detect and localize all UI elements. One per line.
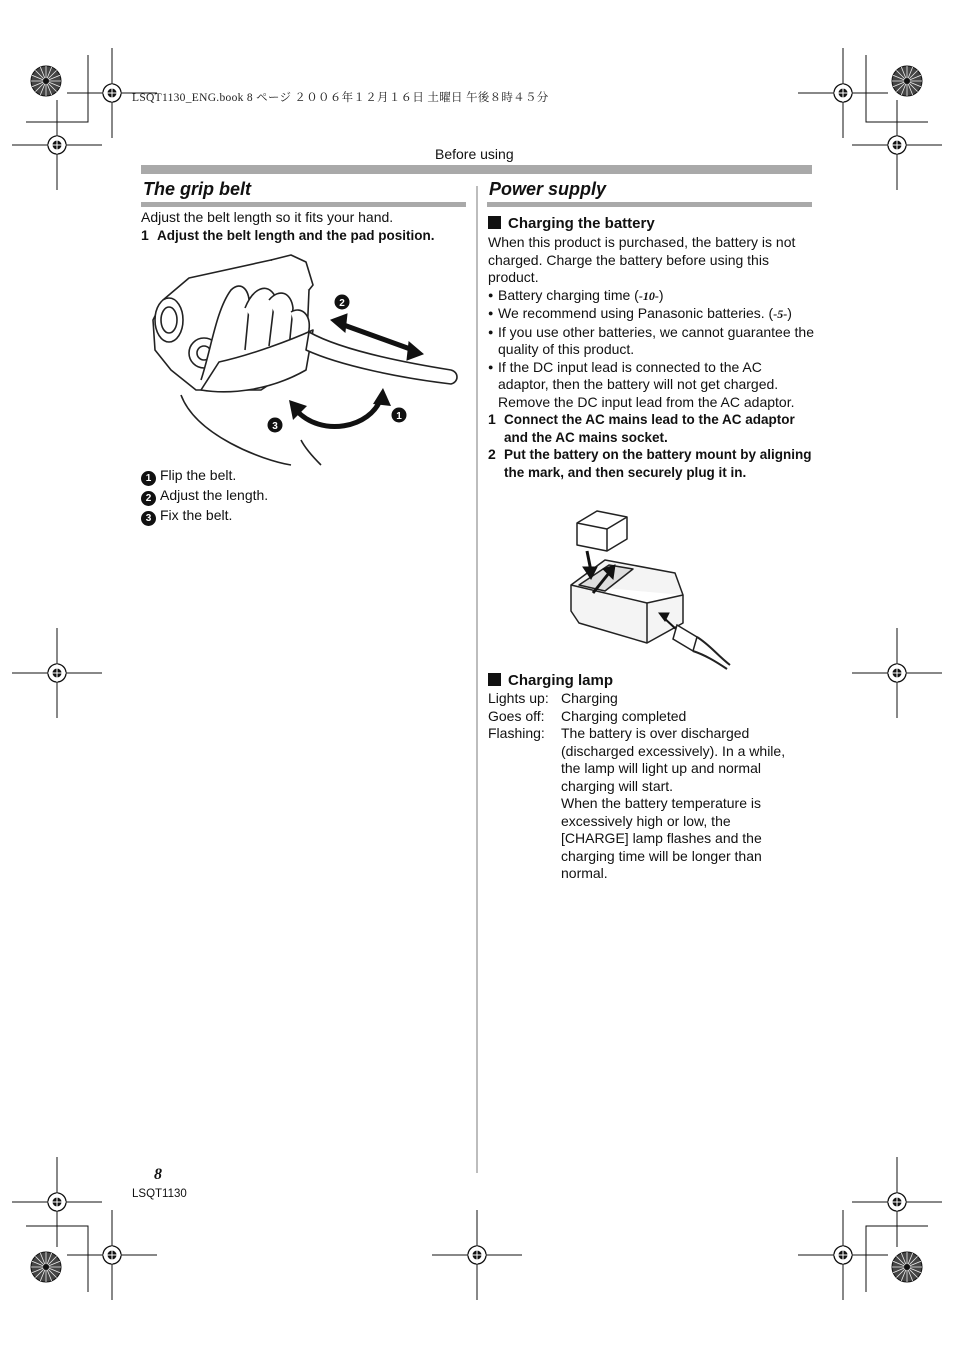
caption-fix: [141, 506, 268, 526]
bullet-tail: ): [787, 305, 792, 321]
charging-battery-intro: When this product is purchased, the battery is not charged. Charge the battery before using this product.: [488, 234, 796, 285]
bullet-tail: ): [658, 286, 664, 303]
figure-label-1: 1: [396, 411, 402, 422]
charging-lamp-table: [488, 690, 814, 883]
crosshair-icon: [12, 628, 102, 718]
flashing-note: When the battery temperature is excessively high or low, the [CHARGE] lamp flashes and the charging time will be longer than normal.: [561, 795, 762, 881]
crosshair-icon: [67, 1210, 157, 1300]
running-head: Before using: [435, 146, 514, 162]
heading-text: Charging the battery: [508, 215, 655, 232]
bullet-panasonic: [488, 305, 814, 324]
star-target-top-left: [31, 66, 61, 96]
caption-text: Fix the belt.: [160, 507, 233, 523]
lamp-meaning: Charging completed: [561, 707, 687, 724]
step-text: Connect the AC mains lead to the AC adaptor and the AC mains socket.: [504, 412, 795, 445]
page-ref[interactable]: -10-: [638, 288, 659, 303]
figure-label-2: 2: [339, 298, 345, 309]
bullet-other-batteries: [488, 324, 814, 359]
step-number: 1: [141, 227, 149, 243]
grip-belt-illustration: [141, 250, 466, 470]
lamp-meaning: The battery is over discharged (discharged excessively). In a while, the lamp will light up and normal charging will start.: [561, 725, 786, 794]
crosshair-icon: [432, 1210, 522, 1300]
grip-belt-step-1: [141, 227, 471, 245]
charging-battery-body: [488, 234, 814, 481]
grip-belt-intro: Adjust the belt length so it fits your hand.: [141, 209, 394, 225]
model-code: LSQT1130: [132, 1188, 187, 1200]
star-target-bottom-right: [892, 1252, 922, 1282]
heading-charging-battery: [488, 215, 655, 232]
caption-text: Flip the belt.: [160, 467, 237, 483]
bullet-text: If you use other batteries, we cannot guarantee the quality of this product.: [498, 323, 814, 357]
page-number: 8: [154, 1166, 162, 1183]
charger-illustration: [565, 505, 735, 670]
section-title-grip-belt: The grip belt: [143, 179, 251, 199]
step-number: 2: [488, 446, 496, 462]
book-file-header: LSQT1130_ENG.book 8 ページ ２００６年１２月１６日 土曜日 午後８時４５分: [132, 92, 549, 104]
heading-text: Charging lamp: [508, 672, 614, 689]
figure-label-3: 3: [272, 421, 278, 432]
bullet-text: Battery charging time (: [498, 286, 639, 303]
lamp-row-goes-off: [488, 708, 814, 726]
caption-adjust: [141, 486, 268, 506]
section-rule: [487, 202, 812, 207]
star-target-bottom-left: [31, 1252, 61, 1282]
caption-number: 2: [141, 491, 156, 506]
page-ref[interactable]: -5-: [773, 307, 788, 321]
crosshair-icon: [798, 1210, 888, 1300]
step-text: Adjust the belt length and the pad position.: [157, 228, 435, 243]
header-rule: [141, 165, 812, 174]
star-target-top-right: [892, 66, 922, 96]
lamp-state: Goes off:: [488, 707, 545, 724]
crosshair-icon: [798, 48, 888, 138]
lamp-row-flashing-note: [488, 795, 814, 883]
column-divider: [476, 186, 478, 1173]
lamp-state: Lights up:: [488, 690, 549, 706]
bullet-text: We recommend using Panasonic batteries. (: [498, 305, 774, 321]
square-bullet-icon: [488, 216, 501, 229]
step-text: Put the battery on the battery mount by aligning the mark, and then securely plug it in.: [504, 447, 812, 480]
step-number: 1: [488, 411, 496, 427]
bullet-dc-input: [488, 359, 814, 412]
section-title-power-supply: Power supply: [489, 179, 607, 199]
caption-text: Adjust the length.: [160, 487, 269, 503]
bullet-charging-time: [488, 287, 814, 306]
lamp-row-lights-up: [488, 690, 814, 708]
caption-flip: [141, 466, 268, 486]
lamp-meaning: Charging: [561, 690, 618, 706]
bullet-text: If the DC input lead is connected to the AC adaptor, then the battery will not get charged. Remove the DC input lead from the AC adaptor.: [498, 358, 795, 410]
caption-number: 3: [141, 511, 156, 526]
charging-step-2: [488, 446, 814, 481]
lamp-row-flashing: [488, 725, 814, 795]
grip-belt-captions: [141, 466, 268, 526]
lamp-state: Flashing:: [488, 725, 545, 741]
heading-charging-lamp: [488, 672, 613, 689]
section-rule: [141, 202, 466, 207]
square-bullet-icon: [488, 673, 501, 686]
charging-step-1: [488, 411, 814, 446]
caption-number: 1: [141, 471, 156, 486]
crosshair-icon: [852, 628, 942, 718]
